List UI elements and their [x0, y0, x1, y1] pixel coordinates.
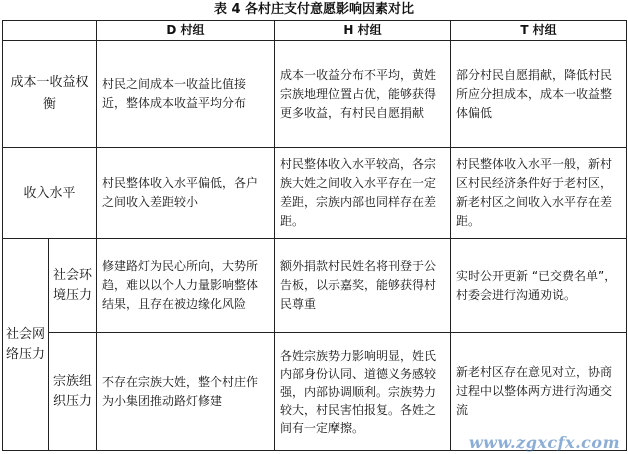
cell-clan-d: 不存在宗族大姓，整个村庄作为小集团推动路灯修建	[97, 333, 275, 451]
subrow-label-clan	[49, 333, 97, 451]
header-d-group: D 村组	[97, 21, 275, 41]
header-t-group: T 村组	[451, 21, 627, 41]
cell-income-t: 村民整体收入水平一般，新村区村民经济条件好于老村区，新老村区之间收入水平存在差距。	[451, 148, 627, 239]
row-label-text: 收入水平	[23, 185, 76, 201]
comparison-table	[2, 20, 627, 451]
cell-clan-t: 新老村区存在意见对立，协商过程中以整体两方进行沟通交流	[451, 333, 627, 451]
cell-environment-h: 额外捐款村民姓名将刊登于公告板，以示嘉奖，能够获得村民尊重	[275, 239, 451, 333]
row-label-text: 成本一收益权衡	[10, 75, 89, 112]
row-label-text: 社会网络压力	[5, 326, 45, 362]
cell-cost-benefit-t: 部分村民自愿捐献，降低村民所应分担成本，成本一收益整体偏低	[451, 41, 627, 148]
cell-environment-d: 修建路灯为民心所向，大势所趋，难以以个人力量影响整体结果，且存在被边缘化风险	[97, 239, 275, 333]
row-label-cost-benefit	[3, 41, 97, 148]
header-corner	[3, 21, 97, 41]
cell-cost-benefit-d: 村民之间成本一收益比值接近，整体成本收益平均分布	[97, 41, 275, 148]
cell-income-d: 村民整体收入水平偏低，各户之间收入差距较小	[97, 148, 275, 239]
cell-cost-benefit-h: 成本一收益分布不平均，黄姓宗族地理位置占优，能够获得更多收益，有村民自愿捐献	[275, 41, 451, 148]
table-row	[3, 148, 627, 239]
header-h-group: H 村组	[275, 21, 451, 41]
table-row	[3, 239, 627, 333]
table-row	[3, 41, 627, 148]
cell-income-h: 村民整体收入水平较高，各宗族大姓之间收入水平存在一定差距，宗族内部也同样存在差距。	[275, 148, 451, 239]
subrow-label-environment	[49, 239, 97, 333]
cell-environment-t: 实时公开更新 “已交费名单”，村委会进行沟通劝说。	[451, 239, 627, 333]
site-watermark: www.zgxcfx.com	[468, 433, 620, 452]
table-caption: 表 4 各村庄支付意愿影响因素对比	[213, 2, 415, 17]
cell-clan-h: 各姓宗族势力影响明显，姓氏内部身份认同、道德义务感较强，内部协调顺利。宗族势力较大，村民害怕报复。各姓之间有一定摩擦。	[275, 333, 451, 451]
row-label-income	[3, 148, 97, 239]
table-header-row	[3, 21, 627, 41]
row-label-social-pressure	[3, 239, 49, 451]
subrow-label-text: 社会环境压力	[52, 267, 92, 303]
subrow-label-text: 宗族组织压力	[52, 373, 92, 409]
